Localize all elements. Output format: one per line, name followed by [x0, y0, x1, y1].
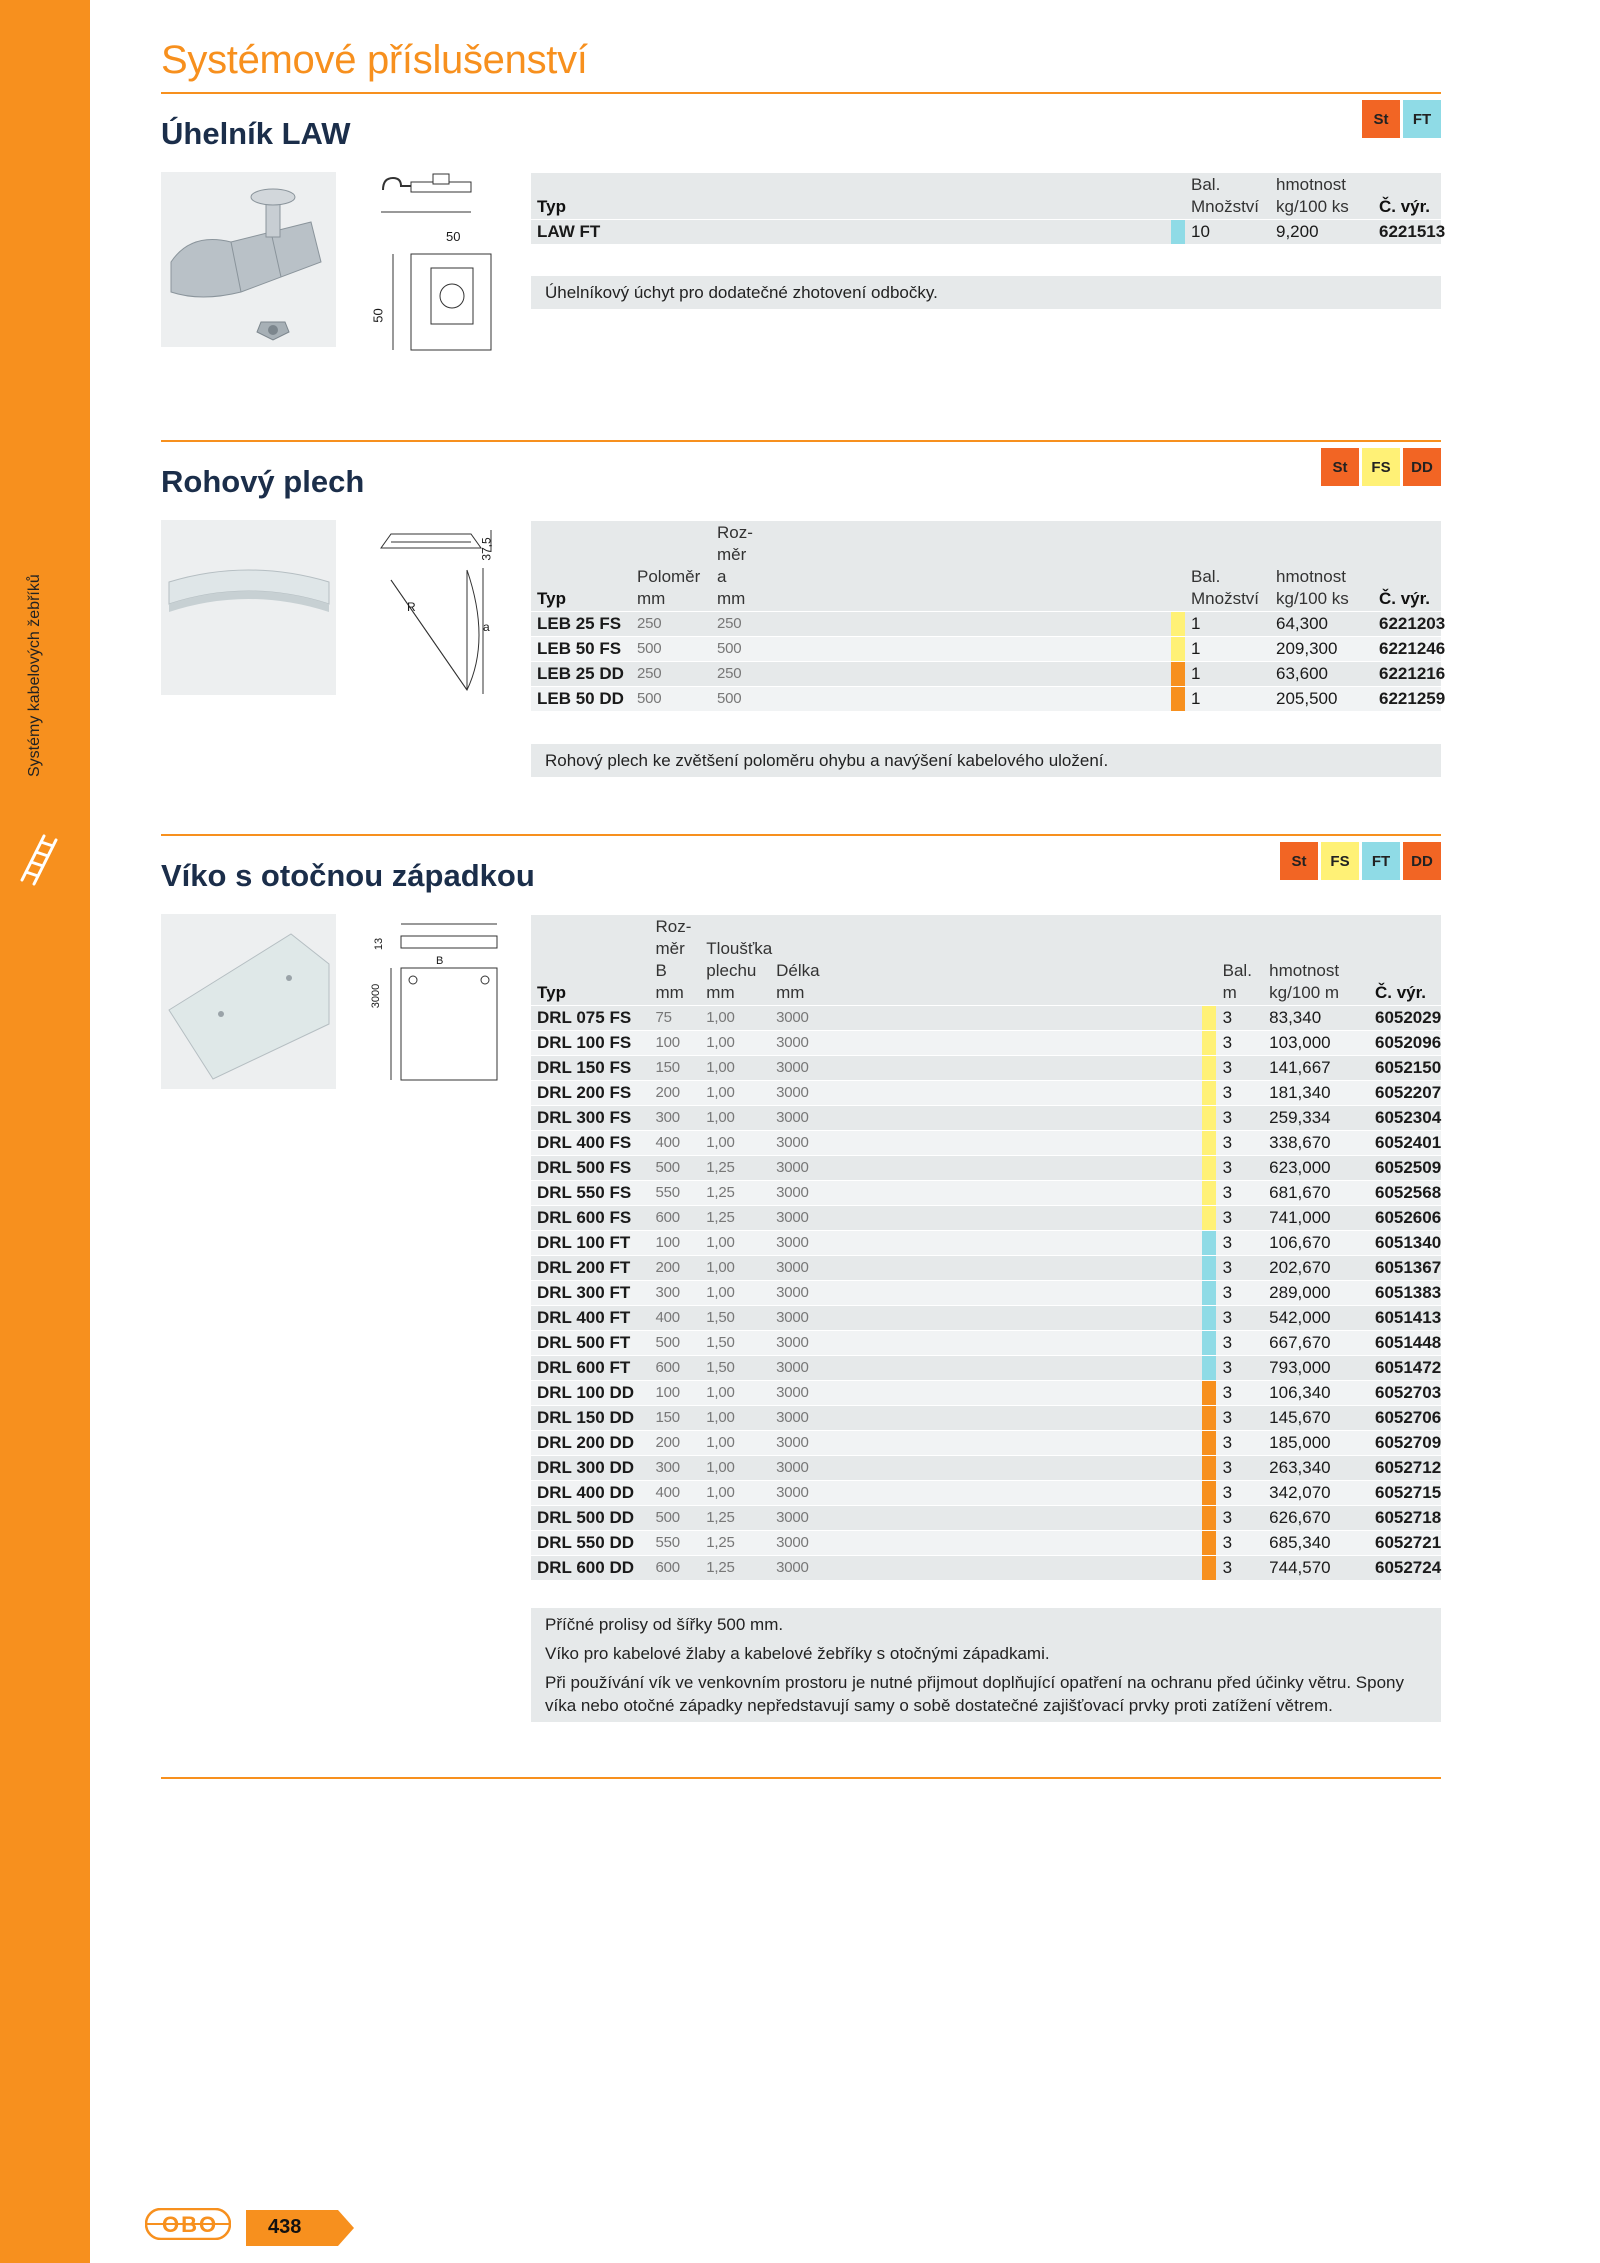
finish-strip-dd [1202, 1531, 1216, 1555]
header-bal: Bal. m [1217, 915, 1264, 1005]
badge-ft: FT [1362, 842, 1400, 880]
badge-st: St [1321, 448, 1359, 486]
table-row: DRL 500 FS 500 1,25 3000 3 623,000 6052509 [531, 1156, 1441, 1180]
table-row: DRL 200 FS 200 1,00 3000 3 181,340 6052207 [531, 1081, 1441, 1105]
table-row: DRL 400 FT 400 1,50 3000 3 542,000 6051413 [531, 1306, 1441, 1330]
table-row: DRL 075 FS 75 1,00 3000 3 83,340 6052029 [531, 1006, 1441, 1030]
table-row: DRL 100 FS 100 1,00 3000 3 103,000 6052096 [531, 1031, 1441, 1055]
product-photo [161, 172, 336, 347]
header-typ: Typ [531, 915, 650, 1005]
divider [161, 92, 1441, 94]
header-bal: Bal. Množství [1185, 173, 1270, 219]
section-title: Rohový plech [161, 464, 365, 499]
header-cislo: Č. výr. [1373, 173, 1441, 219]
finish-strip-dd [1202, 1431, 1216, 1455]
section-rohovy-plech [161, 448, 1446, 788]
table-row: LEB 50 FS 500 500 1 209,300 6221246 [531, 637, 1441, 661]
table-row: DRL 300 FS 300 1,00 3000 3 259,334 6052304 [531, 1106, 1441, 1130]
header-delka: Délka mm [770, 915, 829, 1005]
table-row: LEB 25 FS 250 250 1 64,300 6221203 [531, 612, 1441, 636]
table-row: DRL 600 FT 600 1,50 3000 3 793,000 6051472 [531, 1356, 1441, 1380]
technical-drawing [371, 172, 511, 362]
finish-strip-fs [1202, 1206, 1216, 1230]
finish-strip-ft [1202, 1256, 1216, 1280]
dimension-height: 37,5 [479, 537, 494, 561]
product-table [531, 520, 1446, 712]
table-row: LEB 50 DD 500 500 1 205,500 6221259 [531, 687, 1441, 711]
table-row: DRL 600 DD 600 1,25 3000 3 744,570 6052724 [531, 1556, 1441, 1580]
logo-text: OBO [162, 2212, 219, 2237]
finish-badges [1280, 842, 1441, 880]
header-hmotnost: hmotnost kg/100 ks [1270, 173, 1373, 219]
sidebar-label: Systémy kabelových žebříků [26, 574, 43, 777]
cable-ladder-icon [18, 830, 62, 886]
dimension-length: 3000 [370, 983, 383, 1009]
table-row: DRL 500 DD 500 1,25 3000 3 626,670 6052718 [531, 1506, 1441, 1530]
finish-strip-fs [1171, 637, 1185, 661]
finish-strip-fs [1202, 1156, 1216, 1180]
finish-strip-ft [1202, 1281, 1216, 1305]
table-row: DRL 300 FT 300 1,00 3000 3 289,000 6051383 [531, 1281, 1441, 1305]
sidebar [0, 0, 90, 2263]
table-row: DRL 400 DD 400 1,00 3000 3 342,070 6052715 [531, 1481, 1441, 1505]
note-line: Příčné prolisy od šířky 500 mm. [545, 1615, 784, 1634]
divider [161, 1777, 1441, 1779]
finish-strip-ft [1202, 1231, 1216, 1255]
finish-strip-ft [1202, 1331, 1216, 1355]
table-row: LAW FT 10 9,200 6221513 [531, 220, 1441, 244]
table-row: DRL 150 FS 150 1,00 3000 3 141,667 6052150 [531, 1056, 1441, 1080]
product-photo [161, 520, 336, 695]
table-row: DRL 400 FS 400 1,00 3000 3 338,670 6052401 [531, 1131, 1441, 1155]
product-table [531, 914, 1441, 1581]
technical-drawing [371, 914, 511, 1104]
finish-strip-dd [1202, 1406, 1216, 1430]
page-title: Systémové příslušenství [161, 38, 588, 82]
finish-strip-dd [1171, 687, 1185, 711]
table-row: DRL 500 FT 500 1,50 3000 3 667,670 6051448 [531, 1331, 1441, 1355]
header-hmotnost: hmotnost kg/100 m [1263, 915, 1369, 1005]
badge-fs: FS [1362, 448, 1400, 486]
section-title: Úhelník LAW [161, 116, 351, 151]
angle-clamp-photo [161, 172, 336, 347]
dimension-a: a [483, 620, 490, 634]
note-line: Při používání vík ve venkovním prostoru je nutné přijmout doplňující opatření na ochranu před účinky větru. Spony víka nebo otočné západky nepředstavují samy o sobě dostatečné zajišťovací prvky proti zatížení větrem. [545, 1673, 1404, 1715]
finish-strip-dd [1202, 1481, 1216, 1505]
badge-ft: FT [1403, 100, 1441, 138]
finish-strip-dd [1202, 1381, 1216, 1405]
table-row: LEB 25 DD 250 250 1 63,600 6221216 [531, 662, 1441, 686]
section-title: Víko s otočnou západkou [161, 858, 535, 893]
finish-strip-fs [1202, 1131, 1216, 1155]
table-row: DRL 550 DD 550 1,25 3000 3 685,340 6052721 [531, 1531, 1441, 1555]
finish-strip-ft [1171, 220, 1185, 244]
table-row: DRL 550 FS 550 1,25 3000 3 681,670 6052568 [531, 1181, 1441, 1205]
finish-badges [1362, 100, 1441, 138]
header-hmotnost: hmotnost kg/100 ks [1270, 521, 1373, 611]
note-line: Víko pro kabelové žlaby a kabelové žebříky s otočnými západkami. [545, 1644, 1050, 1663]
divider [161, 440, 1441, 442]
badge-dd: DD [1403, 842, 1441, 880]
badge-dd: DD [1403, 448, 1441, 486]
header-tloustka: Tloušťka plechu mm [700, 915, 770, 1005]
table-row: DRL 100 DD 100 1,00 3000 3 106,340 6052703 [531, 1381, 1441, 1405]
section-uhelnik-law [161, 100, 1446, 400]
finish-strip-ft [1202, 1356, 1216, 1380]
header-polomer: Poloměr mm [631, 521, 711, 611]
section-note: Rohový plech ke zvětšení poloměru ohybu a navýšení kabelového uložení. [531, 744, 1441, 777]
finish-strip-dd [1202, 1456, 1216, 1480]
finish-badges [1321, 448, 1441, 486]
finish-strip-dd [1202, 1556, 1216, 1580]
product-photo [161, 914, 336, 1089]
header-bal: Bal. Množství [1185, 521, 1270, 611]
badge-st: St [1362, 100, 1400, 138]
dimension-radius: R [407, 600, 416, 614]
finish-strip-fs [1202, 1106, 1216, 1130]
header-cislo: Č. výr. [1373, 521, 1441, 611]
finish-strip-fs [1202, 1006, 1216, 1030]
finish-strip-fs [1202, 1081, 1216, 1105]
section-viko [161, 842, 1441, 1742]
dimension-width: 50 [446, 229, 461, 244]
badge-st: St [1280, 842, 1318, 880]
finish-strip-dd [1202, 1506, 1216, 1530]
dimension-height: 13 [373, 937, 386, 951]
cover-photo [161, 914, 336, 1089]
header-cislo: Č. výr. [1369, 915, 1441, 1005]
header-rozmer: Roz- měr B mm [650, 915, 701, 1005]
table-row: DRL 150 DD 150 1,00 3000 3 145,670 6052706 [531, 1406, 1441, 1430]
dimension-b: B [436, 955, 444, 967]
finish-strip-fs [1202, 1181, 1216, 1205]
table-row: DRL 200 DD 200 1,00 3000 3 185,000 6052709 [531, 1431, 1441, 1455]
corner-plate-photo [161, 520, 336, 695]
section-notes [531, 1608, 1441, 1722]
section-note: Úhelníkový úchyt pro dodatečné zhotovení odbočky. [531, 276, 1441, 309]
table-row: DRL 600 FS 600 1,25 3000 3 741,000 6052606 [531, 1206, 1441, 1230]
table-row: DRL 100 FT 100 1,00 3000 3 106,670 6051340 [531, 1231, 1441, 1255]
header-rozmer: Roz- měr a mm [711, 521, 761, 611]
badge-fs: FS [1321, 842, 1359, 880]
header-typ: Typ [531, 173, 611, 219]
finish-strip-fs [1202, 1031, 1216, 1055]
product-table [531, 172, 1446, 245]
finish-strip-fs [1202, 1056, 1216, 1080]
divider [161, 834, 1441, 836]
finish-strip-fs [1171, 612, 1185, 636]
finish-strip-ft [1202, 1306, 1216, 1330]
table-row: DRL 200 FT 200 1,00 3000 3 202,670 6051367 [531, 1256, 1441, 1280]
finish-strip-dd [1171, 662, 1185, 686]
page-number: 438 [246, 2210, 356, 2246]
table-row: DRL 300 DD 300 1,00 3000 3 263,340 6052712 [531, 1456, 1441, 1480]
dimension-height: 50 [370, 308, 386, 323]
header-typ: Typ [531, 521, 631, 611]
